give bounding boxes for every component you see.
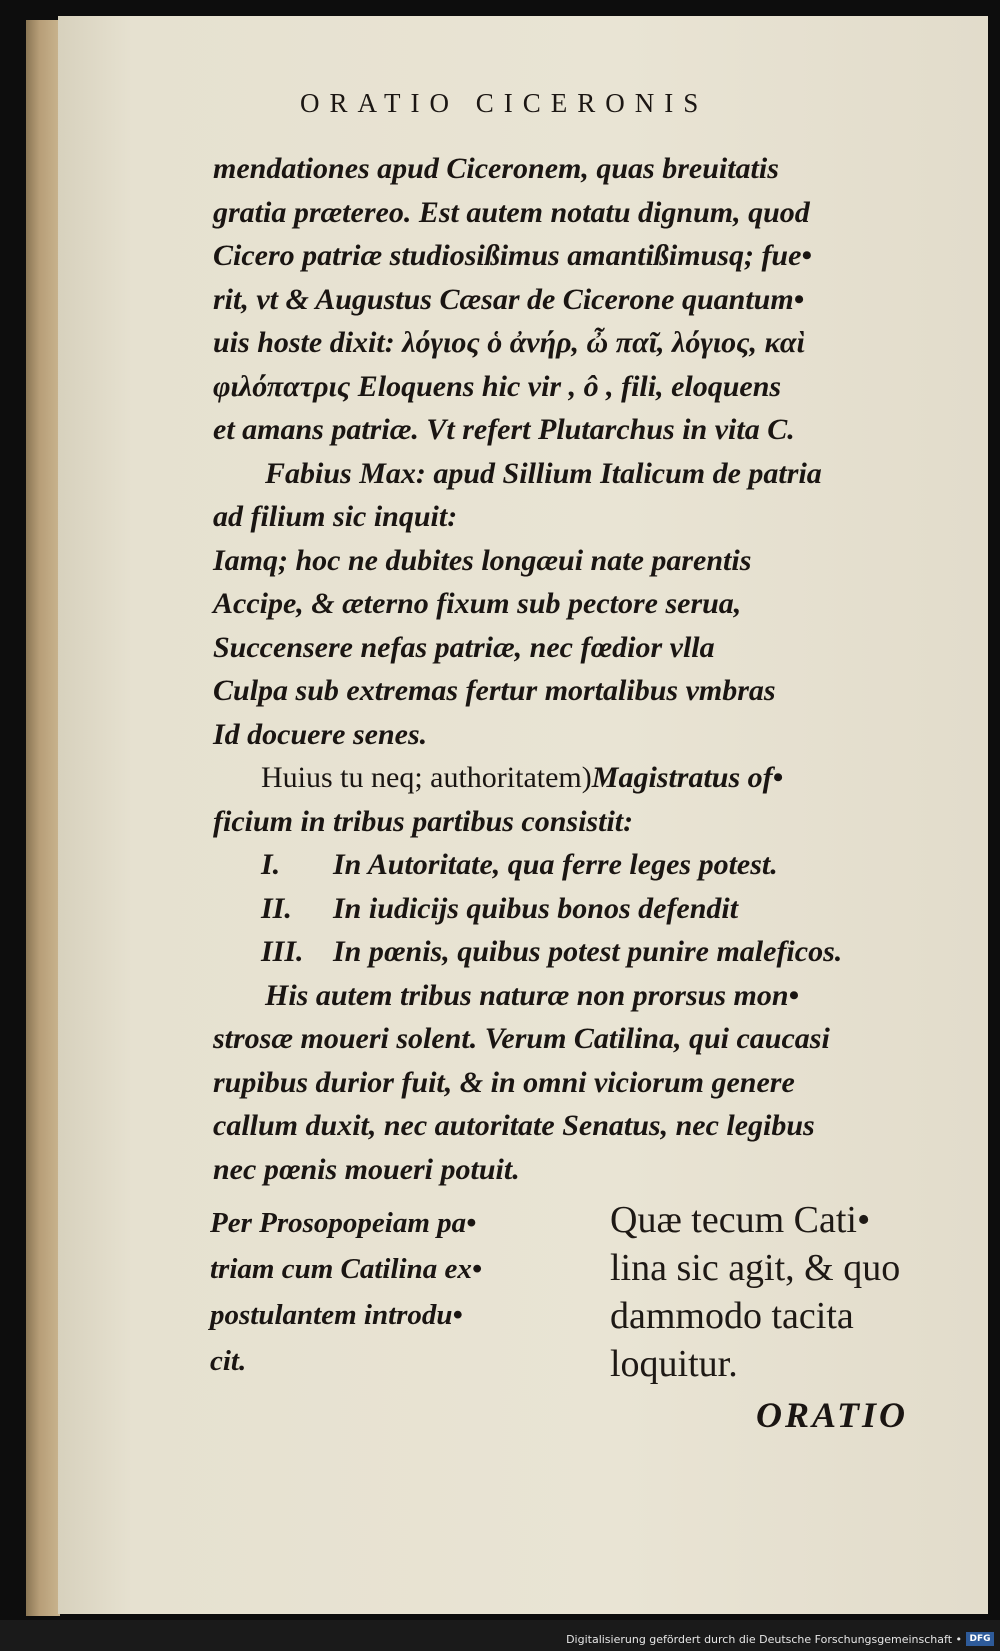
footer-credit: Digitalisierung gefördert durch die Deutsche Forschungsgemeinschaft • [566,1633,962,1646]
item-number: III. [261,935,304,968]
text-line: gratia prætereo. Est autem notatu dignum, quod [213,195,810,229]
text-line: φιλόπατρις Eloquens hic vir , ô , fili, eloquens [213,369,782,403]
lemma-line [213,756,953,800]
verse-line: Iamq; hoc ne dubites longæui nate parentis [213,543,752,577]
marginal-note [210,1200,550,1384]
verse-line: Id docuere senes. [213,717,428,751]
text-line: uis hoste dixit: λόγιος ὁ ἀνήρ, ὦ παῖ, λόγιος, καὶ [213,326,805,359]
main-text-block [213,147,953,1191]
note-line: triam cum Catilina ex• [210,1253,482,1285]
note-line: postulantem introdu• [210,1299,463,1331]
verse-line: Culpa sub extremas fertur mortalibus vmbras [213,674,776,707]
text-line: mendationes apud Ciceronem, quas breuitatis [213,152,779,185]
text-line: Cicero patriæ studiosißimus amantißimusq; fue• [213,239,812,272]
verse-line: Accipe, & æterno fixum sub pectore serua, [213,587,742,620]
lemma-text-line: Quæ tecum Cati• [610,1199,871,1241]
note-line: Per Prosopopeiam pa• [210,1207,477,1239]
text-line: strosæ moueri solent. Verum Catilina, qui caucasi [213,1022,830,1055]
text-line: Fabius Max: apud Sillium Italicum de patria [265,456,822,490]
lemma-roman: Huius tu neq; authoritatem) [261,761,592,794]
text-line: rit, vt & Augustus Cæsar de Cicerone quantum• [213,282,805,316]
catchword: ORATIO [756,1395,909,1435]
text-line: rupibus durior fuit, & in omni viciorum genere [213,1065,795,1099]
lemma-text-line: loquitur. [610,1343,738,1385]
text-line: nec pœnis moueri potuit. [213,1152,520,1186]
note-line: cit. [210,1345,247,1377]
numbered-item [213,887,953,931]
lemma-text-line: dammodo tacita [610,1295,854,1337]
item-text: In Autoritate, qua ferre leges potest. [333,848,778,881]
text-line: et amans patriæ. Vt refert Plutarchus in vita C. [213,413,795,446]
lemma-text-line: lina sic agit, & quo [610,1247,901,1289]
item-number: I. [261,848,281,881]
text-line: ficium in tribus partibus consistit: [213,804,634,838]
running-head: ORATIO CICERONIS [300,88,709,118]
numbered-item [213,843,953,887]
item-text: In iudicijs quibus bonos defendit [333,891,739,925]
text-line: His autem tribus naturæ non prorsus mon• [265,978,800,1012]
lemma-italic: Magistratus of• [591,761,784,794]
dfg-logo-icon: DFG [966,1632,994,1646]
text-line: callum duxit, nec autoritate Senatus, nec legibus [213,1109,815,1142]
item-text: In pœnis, quibus potest punire maleficos. [333,935,843,968]
page-fore-edge [26,20,60,1616]
text-line: ad filium sic inquit: [213,500,458,533]
verse-line: Succensere nefas patriæ, nec fœdior vlla [213,630,715,664]
numbered-item [213,930,953,974]
quoted-lemma [610,1196,950,1388]
item-number: II. [261,891,292,925]
